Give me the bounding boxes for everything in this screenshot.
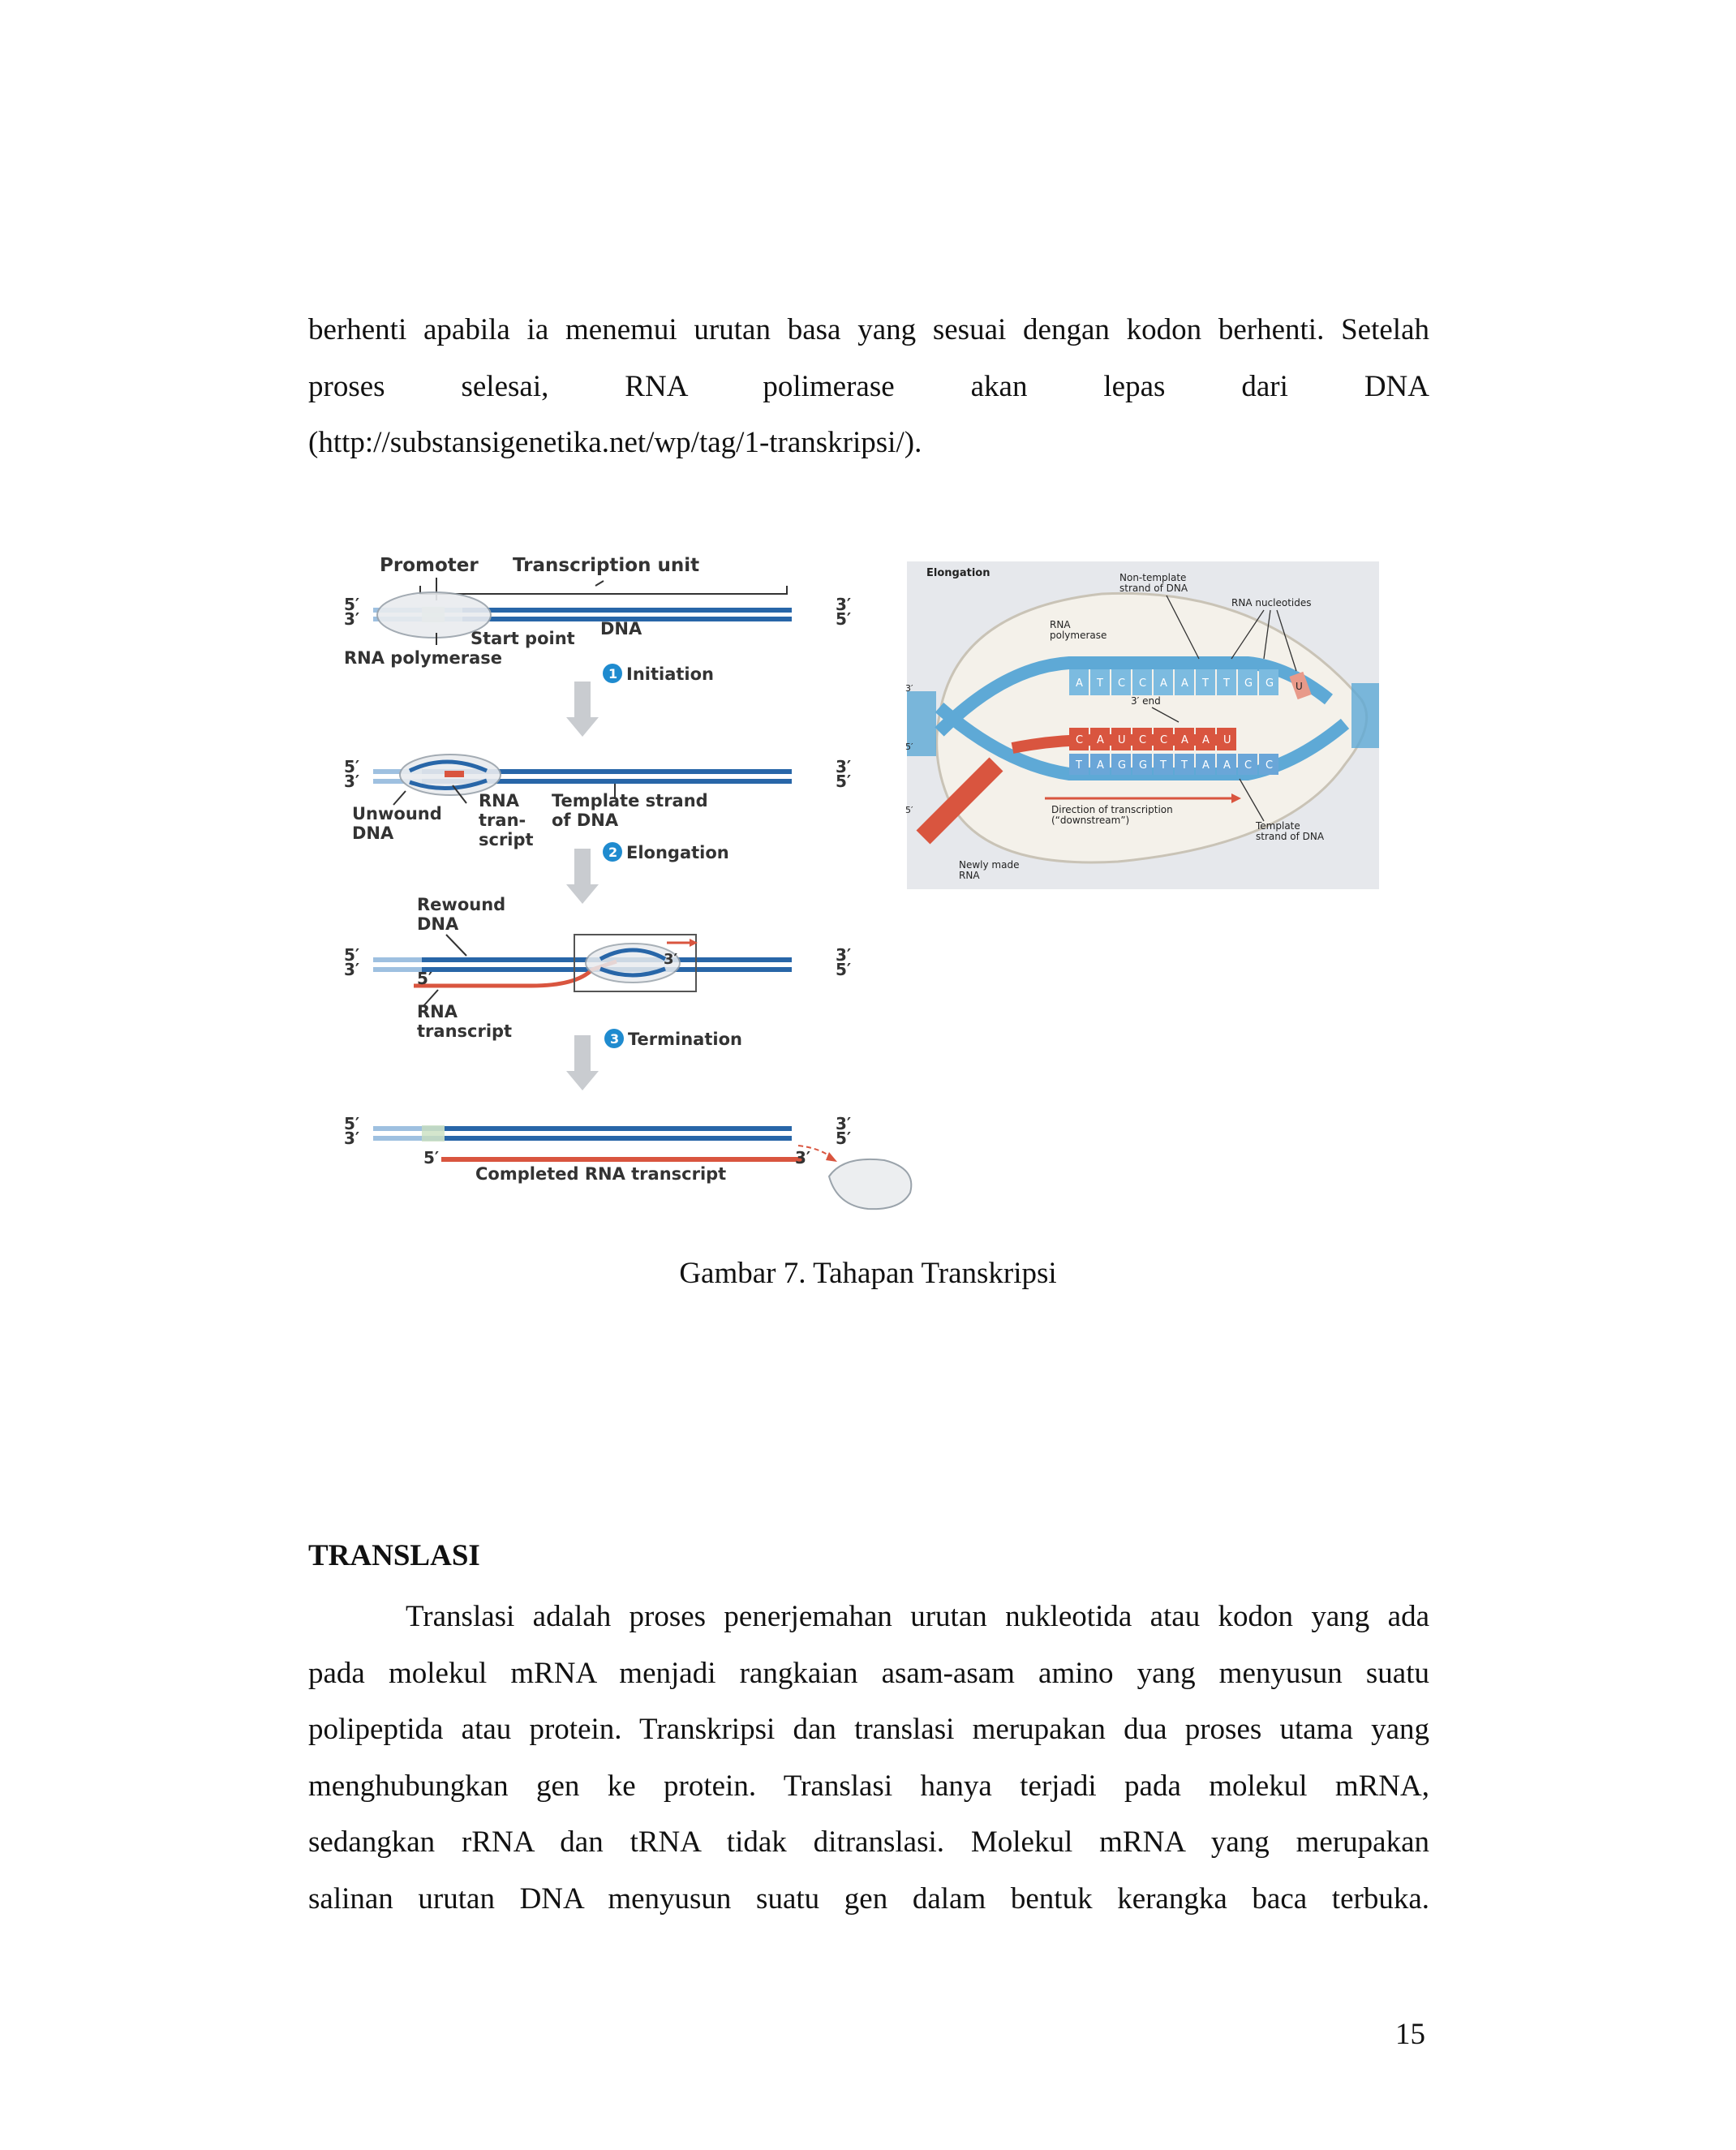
- template-label-2: strand of DNA: [1256, 831, 1325, 842]
- promoter-label: Promoter: [380, 555, 479, 576]
- s4-three-rna: 3′: [795, 1148, 811, 1167]
- rna-transcript-label-3: script: [479, 830, 534, 849]
- step1-label: Initiation: [626, 664, 714, 684]
- step2-number: 2: [608, 845, 618, 860]
- intro-line-3[interactable]: (http://substansigenetika.net/wp/tag/1-transkripsi/).: [308, 426, 922, 459]
- three-prime-label: 3′: [344, 609, 360, 629]
- rna-base-letter: C: [1076, 734, 1084, 746]
- non-template-base-letter: A: [1160, 677, 1167, 690]
- released-polymerase: [829, 1159, 911, 1209]
- direction-label-1: Direction of transcription: [1051, 804, 1173, 815]
- step1-number: 1: [608, 666, 618, 682]
- non-template-base-letter: G: [1244, 677, 1253, 690]
- unwound-dna-label-1: Unwound: [352, 804, 442, 823]
- template-base-letter: T: [1160, 759, 1167, 772]
- intro-line-2: proses selesai, RNA polimerase akan lepas dari DNA: [308, 369, 1429, 403]
- end-5a-label: 5′: [905, 742, 913, 752]
- s4-three: 3′: [344, 1129, 360, 1148]
- translation-line-6: salinan urutan DNA menyusun suatu gen dalam bentuk kerangka baca terbuka.: [308, 1881, 1429, 1916]
- step3-label: Termination: [628, 1030, 742, 1049]
- template-strand-label-1: Template strand: [552, 791, 708, 811]
- completed-rna-label: Completed RNA transcript: [475, 1164, 727, 1184]
- s2-three-r: 3′: [836, 757, 852, 776]
- template-label-1: Template: [1256, 820, 1300, 832]
- s4-five-rna: 5′: [423, 1148, 440, 1167]
- end-3-label: 3′: [905, 683, 913, 694]
- rna-base-letter: A: [1097, 734, 1104, 746]
- newly-made-label-1: Newly made: [959, 859, 1020, 871]
- s3-five: 5′: [344, 945, 360, 965]
- non-template-base-letter: C: [1118, 677, 1126, 690]
- s4-three-r: 3′: [836, 1114, 852, 1133]
- page-number: 15: [1395, 2018, 1425, 2051]
- down-arrow-1: [566, 717, 599, 737]
- s2-five-r: 5′: [836, 772, 852, 791]
- step2-label: Elongation: [626, 843, 729, 862]
- template-base-letter: T: [1076, 759, 1082, 772]
- translation-line-5: sedangkan rRNA dan tRNA tidak ditranslasi. Molekul mRNA yang merupakan: [308, 1825, 1429, 1859]
- non-template-label-1: Non-template: [1119, 572, 1187, 583]
- down-arrow-2: [566, 884, 599, 904]
- elongation-detail-figure: [907, 561, 1379, 889]
- rna-base-letter: C: [1160, 734, 1168, 746]
- step3-number: 3: [610, 1031, 620, 1047]
- five-prime-right: 5′: [836, 609, 852, 629]
- figure-caption: Gambar 7. Tahapan Transkripsi: [679, 1257, 1057, 1290]
- intro-line-1: berhenti apabila ia menemui urutan basa yang sesuai dengan kodon berhenti. Setelah: [308, 313, 1429, 346]
- s4-five-r: 5′: [836, 1129, 852, 1148]
- rna-nucleotides-label: RNA nucleotides: [1231, 597, 1312, 608]
- rna-base-letter: A: [1181, 734, 1188, 746]
- template-base-letter: C: [1265, 759, 1274, 772]
- rna-base-letter: U: [1118, 734, 1126, 746]
- template-base-letter: C: [1244, 759, 1253, 772]
- template-base-letter: A: [1223, 759, 1231, 772]
- three-prime-right: 3′: [836, 595, 852, 614]
- non-template-base-letter: T: [1223, 677, 1230, 690]
- template-base-letter: A: [1202, 759, 1210, 772]
- rna-polymerase-label-2: polymerase: [1050, 630, 1107, 641]
- non-template-base-letter: T: [1097, 677, 1103, 690]
- translation-line-4: menghubungkan gen ke protein. Translasi hanya terjadi pada molekul mRNA,: [308, 1769, 1429, 1803]
- s2-five: 5′: [344, 757, 360, 776]
- transcription-stages-figure: [333, 544, 925, 1217]
- rna-transcript-label-1: RNA: [479, 791, 519, 811]
- newly-made-label-2: RNA: [959, 870, 980, 881]
- translation-line-1: Translasi adalah proses penerjemahan urutan nukleotida atau kodon yang ada: [406, 1600, 1429, 1633]
- elongation-title: Elongation: [926, 567, 990, 579]
- rna-base-letter: C: [1139, 734, 1147, 746]
- s3-five-rna: 5′: [417, 969, 433, 988]
- rna-polymerase-label-1: RNA: [1050, 619, 1071, 630]
- direction-label-2: (“downstream”): [1051, 815, 1130, 826]
- s3-three-r: 3′: [836, 945, 852, 965]
- non-template-base-letter: A: [1076, 677, 1083, 690]
- dna-label: DNA: [600, 619, 642, 639]
- s2-three: 3′: [344, 772, 360, 791]
- non-template-base-letter: T: [1202, 677, 1209, 690]
- s3-three-inner: 3′: [664, 951, 678, 968]
- template-base-letter: G: [1139, 759, 1148, 772]
- rna-polymerase-label: RNA polymerase: [344, 648, 503, 668]
- non-template-base-letter: C: [1139, 677, 1147, 690]
- completed-rna-strand: [441, 1157, 803, 1162]
- s3-three: 3′: [344, 960, 360, 979]
- s4-five: 5′: [344, 1114, 360, 1133]
- end-5b-label: 5′: [905, 805, 913, 815]
- translation-line-3: polipeptida atau protein. Transkripsi dan translasi merupakan dua proses utama yang: [308, 1713, 1429, 1746]
- three-end-label: 3′ end: [1131, 695, 1161, 707]
- intro-paragraph: [308, 302, 1429, 471]
- rna-label-2: transcript: [417, 1021, 513, 1041]
- rna-base-letter: A: [1202, 734, 1210, 746]
- start-point-label: Start point: [471, 629, 575, 648]
- non-template-label-2: strand of DNA: [1119, 583, 1188, 594]
- template-base-letter: G: [1118, 759, 1127, 772]
- section-heading: TRANSLASI: [308, 1539, 480, 1572]
- rna-transcript-label-2: tran-: [479, 811, 526, 830]
- unwound-dna-label-2: DNA: [352, 823, 394, 843]
- rewound-dna-label-1: Rewound: [417, 895, 506, 914]
- template-strand-label-2: of DNA: [552, 811, 619, 830]
- translation-paragraph: [308, 1589, 1429, 1927]
- rna-label-1: RNA: [417, 1002, 458, 1021]
- down-arrow-3: [566, 1071, 599, 1090]
- s3-five-r: 5′: [836, 960, 852, 979]
- five-prime-label: 5′: [344, 595, 360, 614]
- non-template-base-letter: G: [1265, 677, 1274, 690]
- template-base-letter: A: [1097, 759, 1104, 772]
- rewound-dna-label-2: DNA: [417, 914, 459, 934]
- rna-base-letter: U: [1223, 734, 1231, 746]
- translation-line-2: pada molekul mRNA menjadi rangkaian asam-asam amino yang menyusun suatu: [308, 1656, 1429, 1690]
- free-nucleotide-base: U: [1296, 681, 1303, 692]
- template-base-letter: T: [1181, 759, 1188, 772]
- transcription-unit-label: Transcription unit: [513, 555, 700, 576]
- non-template-base-letter: A: [1181, 677, 1188, 690]
